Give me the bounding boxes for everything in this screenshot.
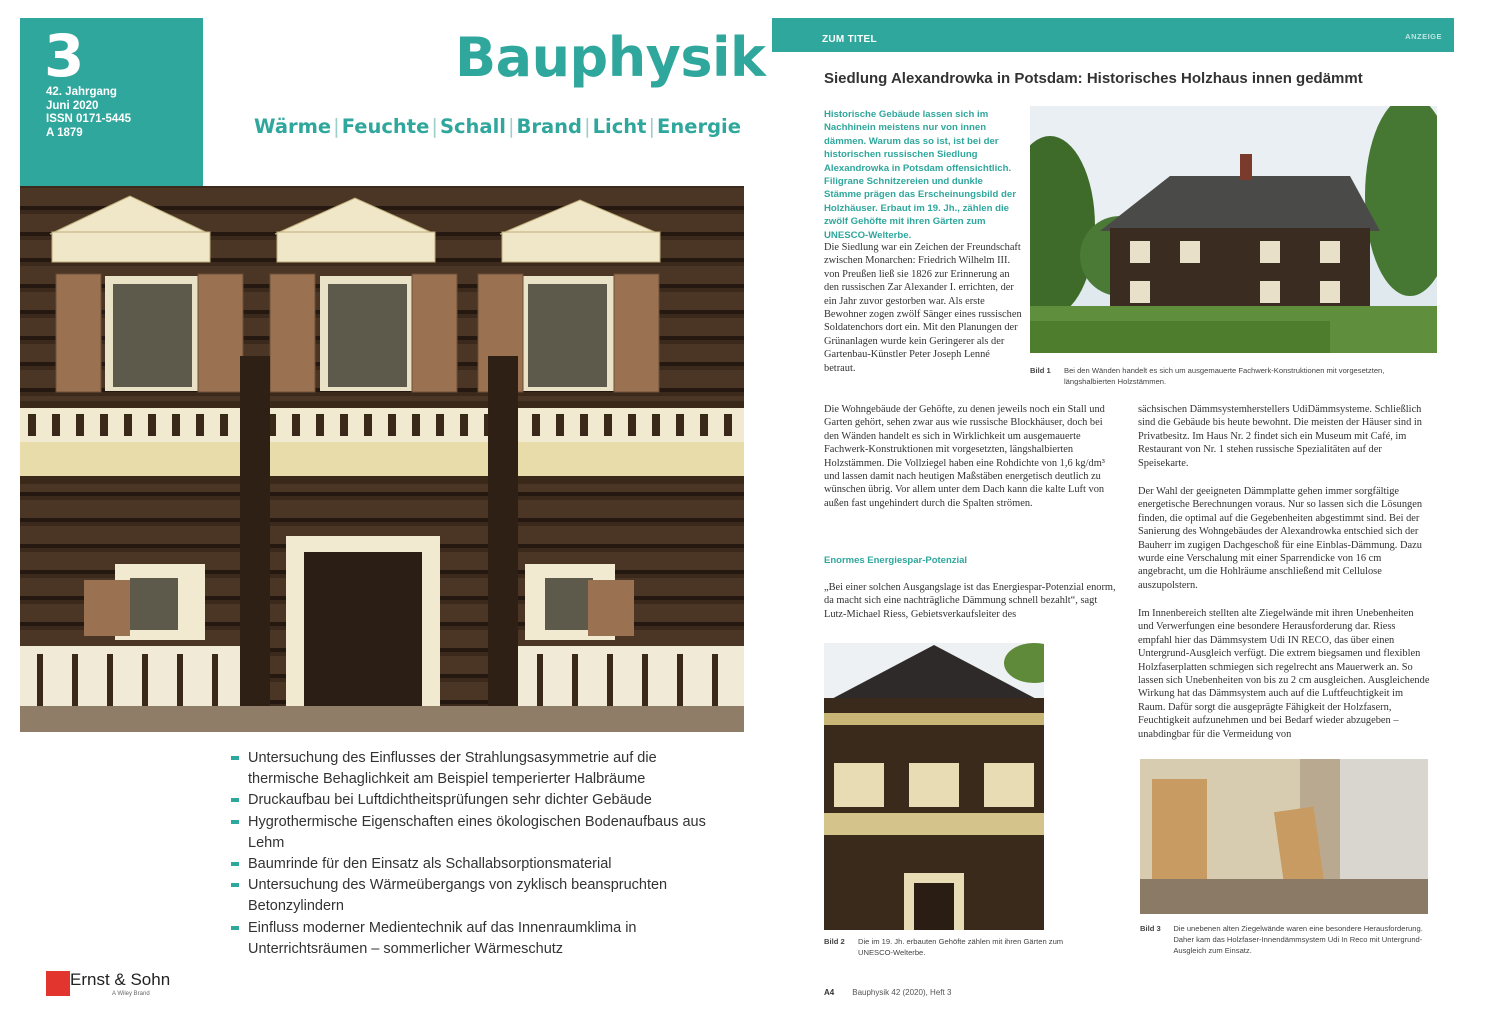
interior-insulation-illustration — [1140, 759, 1428, 914]
gehoeft-illustration — [824, 643, 1044, 930]
journal-reference: Bauphysik 42 (2020), Heft 3 — [852, 988, 952, 997]
caption-row — [1030, 365, 1440, 387]
issue-volume: 42. Jahrgang — [46, 86, 117, 98]
topic-list — [254, 115, 741, 138]
article-paragraph: sächsischen Dämmsystemherstellers UdiDämmsysteme. Schließlich sind die Gebäude bis heute bewohnt. Die meisten der Häuser sind in Privatbesitz. Im Haus Nr. 2 findet sich ein Museum mit Café, im Restaurant von Nr. 1 stehen russische Spezialitäten auf der Speisekarte. — [1138, 404, 1422, 469]
issue-info-box — [20, 18, 203, 186]
article-lead: Historische Gebäude lassen sich im Nachhinein meistens nur von innen dämmen. Warum das so ist, ist bei der historischen russischen Siedlung Alexandrowka in Potsdam offensichtlich. Filigrane Schnitzereien und dunkle Stämme prägen das Erscheinungsbild der Holzhäuser. Erbaut im 19. Jh., zählen die zwölf Gehöfte mit ihren Gärten zum UNESCO-Welterbe. — [824, 109, 1016, 241]
section-label: ZUM TITEL — [822, 34, 877, 45]
topic-separator: | — [431, 115, 438, 138]
issue-meta — [46, 86, 131, 140]
topic-item: Licht — [592, 115, 647, 138]
topic-item: Wärme — [254, 115, 332, 138]
publisher-name: Ernst & Sohn — [70, 970, 171, 989]
caption-label: Bild 3 — [1140, 924, 1161, 933]
article-paragraph: Die Siedlung war ein Zeichen der Freundschaft zwischen Monarchen: Friedrich Wilhelm III. von Preußen ließ sie 1826 zur Erinnerung an den russischen Zar Alexander I. errichten, der ein Jahr zuvor gestorben war. Als erste Bewohner zogen zwölf Sänger eines russischen Soldatenchors dort ein. Mit den Planungen der Grünanlagen wurde kein Geringerer als der Gartenbau-Künstler Peter Joseph Lenné betraut. — [824, 242, 1022, 374]
list-item: Hygrothermische Eigenschaften eines ökologischen Bodenaufbaus aus Lehm — [231, 812, 711, 854]
list-item: Untersuchung des Wärmeübergangs von zyklisch beanspruchten Betonzylindern — [231, 875, 711, 917]
section-header-bar — [772, 18, 1454, 52]
page-footer — [824, 988, 951, 997]
article-paragraph: „Bei einer solchen Ausgangslage ist das Energiespar-Potenzial enorm, da macht sich eine nachträgliche Dämmung schnell bezahlt“, sagt Lutz-Michael Riess, Gebietsverkaufsleiter des — [824, 582, 1116, 620]
caption-text: Die unebenen alten Ziegelwände waren eine besondere Herausforderung. Daher kam das Holzfaser-Innendämmsystem Udi In Reco mit Untergrund-Ausgleich zum Einsatz. — [1173, 924, 1423, 955]
caption-text: Bei den Wänden handelt es sich um ausgemauerte Fachwerk-Konstruktionen mit vorgesetzten, längshalbierten Holzstämmen. — [1064, 366, 1385, 386]
topic-item: Feuchte — [341, 115, 430, 138]
photo-interior-bild-3 — [1140, 759, 1428, 914]
ad-label: ANZEIGE — [1405, 32, 1442, 41]
list-item: Einfluss moderner Medientechnik auf das Innenraumklima in Unterrichtsräumen – sommerlicher Wärmeschutz — [231, 918, 711, 960]
topic-separator: | — [584, 115, 591, 138]
caption-label: Bild 1 — [1030, 366, 1051, 375]
topic-item: Brand — [516, 115, 583, 138]
wooden-facade-illustration — [20, 186, 744, 732]
article-subheading: Enormes Energiespar-Potenzial — [824, 555, 968, 566]
caption-row — [1140, 923, 1430, 956]
topic-item: Schall — [439, 115, 506, 138]
caption-text: Die im 19. Jh. erbauten Gehöfte zählen mit ihren Gärten zum UNESCO-Welterbe. — [858, 937, 1064, 957]
caption-bild-3 — [1140, 923, 1430, 956]
publisher-subtitle: A Wiley Brand — [112, 991, 150, 997]
caption-row — [824, 936, 1094, 958]
magazine-title: Bauphysik — [455, 26, 766, 89]
issue-date: Juni 2020 — [46, 99, 99, 112]
article-page — [772, 18, 1454, 1008]
topic-separator: | — [333, 115, 340, 138]
article-headline: Siedlung Alexandrowka in Potsdam: Historisches Holzhaus innen gedämmt — [824, 70, 1363, 87]
page-number: A4 — [824, 988, 835, 997]
caption-bild-2 — [824, 936, 1094, 958]
caption-label: Bild 2 — [824, 937, 845, 946]
topic-separator: | — [507, 115, 515, 138]
topic-separator: | — [648, 115, 656, 138]
article-paragraph: Der Wahl der geeigneten Dämmplatte gehen immer sorgfältige energetische Berechnungen voraus. Nur so lassen sich die Lösungen finden, die optimal auf die Gegebenheiten abgestimmt sind. Bei der Sanierung des Wohngebäudes der Alexandrowka entschied sich der Bauherr im zugigen Dachgeschoß für eine Einblas-Dämmung. Dazu wurde eine Verschalung mit einer Sparrendicke von 16 cm angebracht, um die Hohlräume anschließend mit Cellulose auszupolstern. — [1138, 486, 1423, 591]
photo-gehoeft-bild-2 — [824, 643, 1044, 930]
issue-number: 3 — [44, 22, 85, 90]
house-garden-illustration — [1030, 106, 1437, 353]
publisher-logo-mark — [46, 971, 70, 996]
issue-issn: ISSN 0171-5445 — [46, 113, 132, 125]
list-item: Druckaufbau bei Luftdichtheitsprüfungen sehr dichter Gebäude — [231, 790, 711, 811]
cover-topics-list — [231, 748, 711, 960]
caption-bild-1 — [1030, 365, 1440, 387]
article-paragraph: Die Wohngebäude der Gehöfte, zu denen jeweils noch ein Stall und Garten gehört, sehen zwar aus wie russische Blockhäuser, doch bei den Wänden handelt es sich in Wirklichkeit um ausgemauerte Fachwerk-Konstruktionen mit vorgesetzten, längshalbierten Holzstämmen. Die Vollziegel haben eine Rohdichte von 1,6 kg/dm³ und lassen damit nach heutigen Maßstäben energetisch deutlich zu wünschen übrig. Vor allem unter dem Dach kann die kalte Luft von außen fast ungehindert durch die Spalten strömen. — [824, 404, 1105, 509]
topic-item: Energie — [657, 115, 741, 138]
issue-code: A 1879 — [46, 126, 83, 139]
article-paragraph: Im Innenbereich stellten alte Ziegelwände mit ihren Unebenheiten und Verwerfungen eine besondere Herausforderung dar. Riess empfahl hier das Dämmsystem Udi IN RECO, das über einen Untergrund-Ausgleich verfügt. Die extrem biegsamen und flexiblen Holzfaserplatten schmiegen sich regelrecht ans Mauerwerk an. So lassen sich Unebenheiten von bis zu 2 cm ausgleichen. Ausgleichende Wirkung hat das Dämmsystem auch auf die Luftfeuchtigkeit im Raum. Dafür sorgt die ausgeprägte Fähigkeit der Holzfasern, Feuchtigkeit aufzunehmen und bei Bedarf wieder abzugeben – unabdingbar für die Vermeidung von — [1138, 608, 1430, 740]
photo-house-bild-1 — [1030, 106, 1437, 353]
cover-photo-wooden-house — [20, 186, 744, 732]
list-item: Baumrinde für den Einsatz als Schallabsorptionsmaterial — [231, 854, 711, 875]
list-item: Untersuchung des Einflusses der Strahlungsasymmetrie auf die thermische Behaglichkeit am Beispiel temperierter Halbräume — [231, 748, 711, 790]
